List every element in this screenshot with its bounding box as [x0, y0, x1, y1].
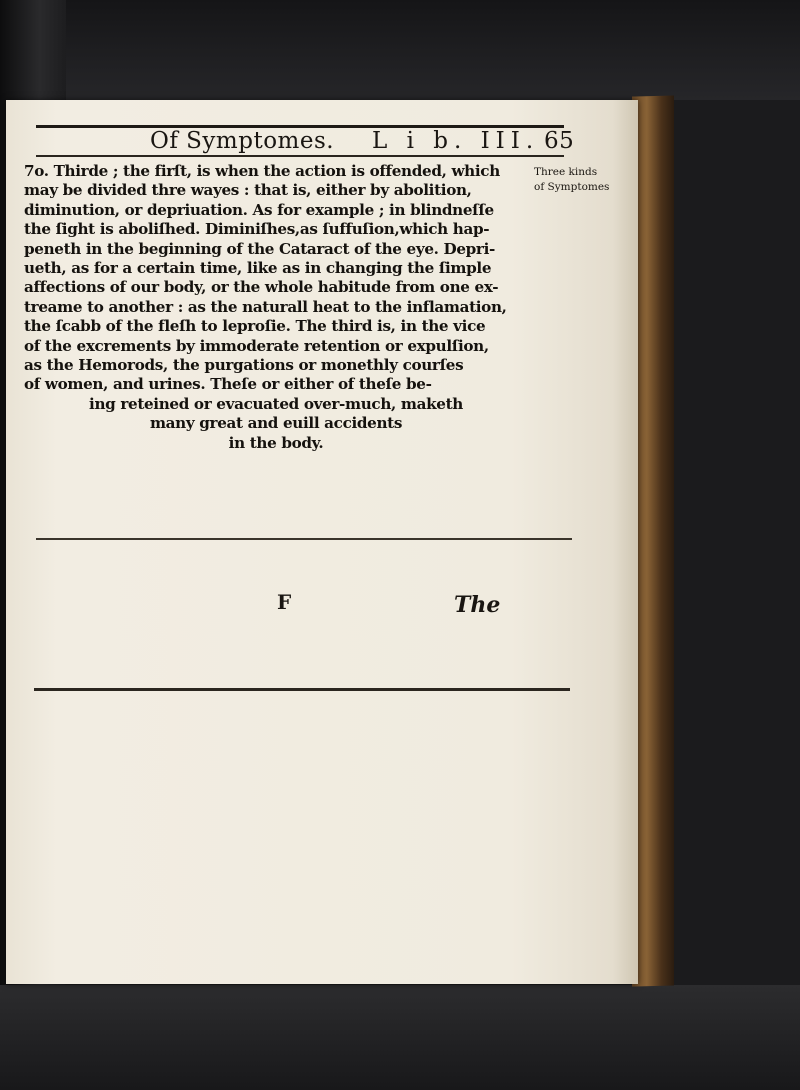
- text-line: ing reteined or evacuated over-much, maketh: [89, 394, 463, 413]
- text-line: of the excrements by immoderate retention or expulſion,: [24, 336, 489, 355]
- signature-mark: F: [277, 590, 292, 614]
- marginal-note: [534, 165, 634, 195]
- catchword: The: [454, 592, 501, 618]
- text-line: 7o. Thirde ; the firſt, is when the action is offended, which: [24, 162, 500, 180]
- text-line: many great and euill accidents: [149, 414, 403, 433]
- text-line: the ſcabb of the fleſh to leproſie. The third is, in the vice: [24, 317, 486, 336]
- text-line: may be divided thre wayes : that is, either by abolition,: [24, 181, 472, 200]
- header-rule-bottom: [36, 155, 564, 157]
- text-line: as the Hemorods, the purgations or monethly courſes: [24, 356, 464, 375]
- text-line: diminution, or depriuation. As for example ; in blindneſſe: [24, 200, 494, 219]
- text-line: affections of our body, or the whole habitude from one ex-: [24, 278, 499, 297]
- footer-rule: [34, 688, 570, 691]
- text-line: ueth, as for a certain time, like as in changing the ſimple: [24, 259, 492, 278]
- section-rule: [36, 538, 572, 540]
- text-line: in the body.: [228, 433, 324, 452]
- marginal-note-line: Three kinds: [534, 166, 598, 178]
- backdrop-top: [0, 0, 800, 100]
- page-number: 65: [544, 128, 575, 154]
- text-line: of women, and urines. Theſe or either of theſe be-: [24, 375, 432, 394]
- running-head-title: Of Symptomes.: [150, 128, 335, 154]
- marginal-note-line: of Symptomes: [534, 181, 610, 193]
- backdrop-bottom: [0, 985, 800, 1090]
- book-page-edges: [632, 95, 674, 986]
- running-head-book: L i b. III.: [372, 128, 540, 154]
- text-line: the ſight is aboliſhed. Diminiſhes,as ſuffuſion,which hap-: [24, 220, 490, 239]
- text-line: treame to another : as the naturall heat to the inflamation,: [24, 297, 507, 316]
- body-paragraph: [24, 162, 528, 453]
- text-line: peneth in the beginning of the Cataract of the eye. Depri-: [24, 239, 495, 258]
